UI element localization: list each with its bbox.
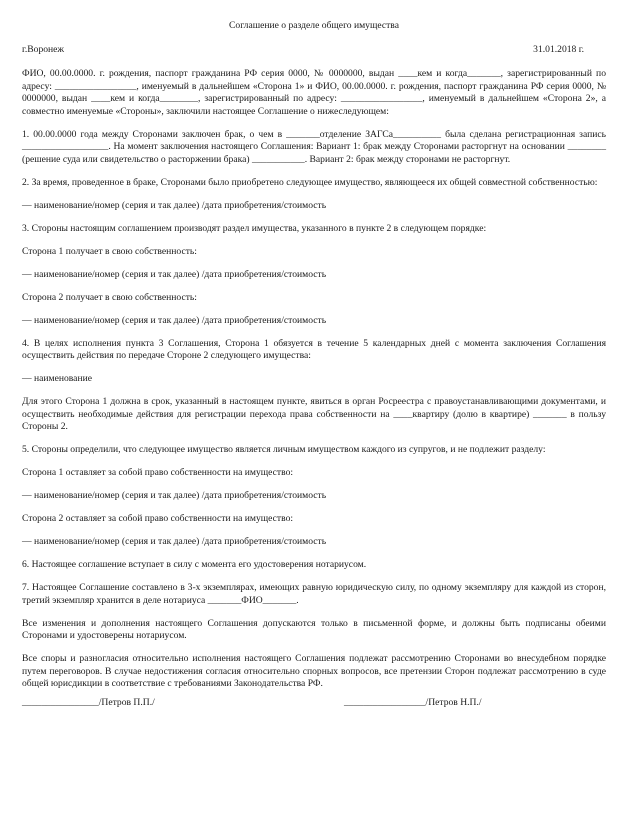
clause-2-item: — наименование/номер (серия и так далее) /дата приобретения/стоимость (22, 199, 327, 211)
document-date: 31.01.2018 г. (533, 43, 584, 55)
clause-3: 3. Стороны настоящим соглашением производят раздел имущества, указанного в пункте 2 в следующем порядке: (22, 222, 487, 234)
clause-5: 5. Стороны определили, что следующее имущество является личным имуществом каждого из супругов, и не подлежит разделу: (22, 444, 546, 455)
disputes-paragraph: Все споры и разногласия относительно исполнения настоящего Соглашения подлежат рассмотрению Сторонами во внесудебном порядке путем переговоров. В случае недостижения согласия относительно спорных вопросов, все претензии Сторон подлежат рассмотрению в суде общей юрисдикции в соответствие с требованиями Законодательства РФ. (22, 653, 606, 689)
intro-paragraph: ФИО, 00.00.0000. г. рождения, паспорт гражданина РФ серия 0000, № 0000000, выдан ____кем и когда_______, зарегистрированный по адресу: _________________, именуемый в дальнейшем «Сторона 1» и ФИО, 00.00.0000. г. рождения, паспорт гражданина РФ серия 0000, № 0000000, выдан ____кем и когда________, зарегистрированный по адресу: _________________, именуемый в дальнейшем «Сторона 2», а совместно именуемые «Стороны», заключили настоящее Соглашение о нижеследующем: (22, 68, 606, 117)
clause-1: 1. 00.00.0000 года между Сторонами заключен брак, о чем в _______отделение ЗАГСа__________ была сделана регистрационная запись __________________. На момент заключения настоящего Соглашения: Вариант 1: брак между Сторонами расторгнут на основании ________ (решение суда или свидетельство о расторжении брака) ___________. Вариант 2: брак между сторонами не расторгнут. (22, 128, 606, 165)
signature-left: ________________/Петров П.П./ (22, 696, 155, 708)
clause-3-side2-item: — наименование/номер (серия и так далее) /дата приобретения/стоимость (22, 314, 327, 326)
clause-4: 4. В целях исполнения пункта 3 Соглашения, Сторона 1 обязуется в течение 5 календарных дней с момента заключения Соглашения осуществить действия по передаче Стороне 2 следующего имущества: (22, 337, 606, 361)
clause-5-side2: Сторона 2 оставляет за собой право собственности на имущество: (22, 513, 294, 524)
clause-3-side1-item: — наименование/номер (серия и так далее) /дата приобретения/стоимость (22, 268, 327, 280)
clause-4-item: — наименование (22, 373, 92, 384)
clause-5-side2-item: — наименование/номер (серия и так далее) /дата приобретения/стоимость (22, 536, 327, 547)
clause-2: 2. За время, проведенное в браке, Сторонами было приобретено следующее имущество, являющееся их общей совместной собственностью: (22, 176, 598, 188)
changes-paragraph: Все изменения и дополнения настоящего Соглашения допускаются только в письменной форме, и должны быть подписаны обеими Сторонами и удостоверены нотариусом. (22, 617, 606, 641)
clause-6: 6. Настоящее соглашение вступает в силу с момента его удостоверения нотариусом. (22, 559, 367, 570)
signature-right: _________________/Петров Н.П./ (344, 696, 482, 708)
clause-3-side1: Сторона 1 получает в свою собственность: (22, 245, 197, 257)
city-date-row (22, 44, 606, 57)
clause-5-side1-item: — наименование/номер (серия и так далее) /дата приобретения/стоимость (22, 490, 327, 501)
city: г.Воронеж (22, 43, 65, 55)
clause-3-side2: Сторона 2 получает в свою собственность: (22, 291, 197, 303)
signatures-row (22, 697, 606, 711)
document-title: Соглашение о разделе общего имущества (229, 20, 399, 31)
clause-7: 7. Настоящее Соглашение составлено в 3-х экземплярах, имеющих равную юридическую силу, по одному экземпляру для каждой из сторон, третий экземпляр хранится в деле нотариуса _______ФИО_______. (22, 582, 606, 606)
clause-5-side1: Сторона 1 оставляет за собой право собственности на имущество: (22, 467, 294, 478)
clause-4-details: Для этого Сторона 1 должна в срок, указанный в настоящем пункте, явиться в орган Росреестра с правоустанавливающими документами, и осуществить необходимые действия для регистрации перехода права собственности на ____квартиру (долю в квартире) _______ в пользу Стороны 2. (22, 396, 606, 432)
